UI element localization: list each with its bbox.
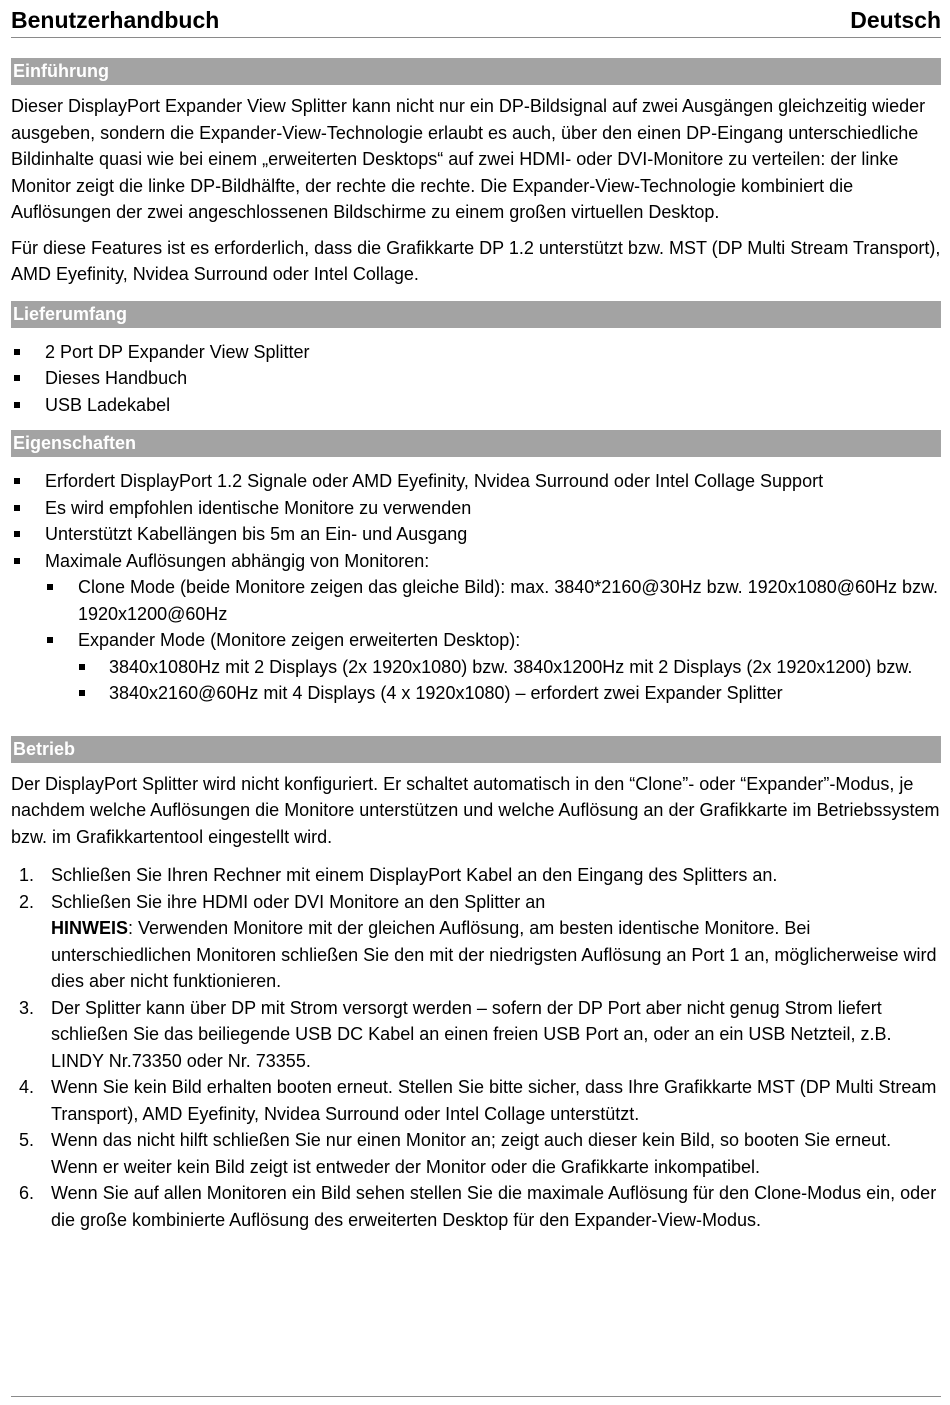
step-number: 4. [19, 1077, 35, 1097]
step-item [11, 862, 941, 889]
list-item: Es wird empfohlen identische Monitore zu verwenden [11, 495, 941, 522]
list-item: Maximale Auflösungen abhängig von Monitoren: [11, 548, 941, 575]
step-text: Wenn das nicht hilft schließen Sie nur einen Monitor an; zeigt auch dieser kein Bild, so booten Sie erneut. Wenn er weiter kein Bild zeigt ist entweder der Monitor oder die Grafikkarte inkompatibel. [51, 1130, 892, 1177]
list-item: Dieses Handbuch [11, 365, 941, 392]
step-text: Schließen Sie ihre HDMI oder DVI Monitore an den Splitter an [51, 891, 546, 912]
clone-mode-item: Clone Mode (beide Monitore zeigen das gleiche Bild): max. 3840*2160@30Hz bzw. 1920x1080@60Hz bzw. 1920x1200@60Hz [11, 574, 941, 627]
section-heading-operation: Betrieb [11, 736, 941, 763]
step-item [11, 889, 941, 995]
expander-mode-item: Expander Mode (Monitore zeigen erweiterten Desktop): [11, 627, 941, 654]
list-item: 3840x1080Hz mit 2 Displays (2x 1920x1080) bzw. 3840x1200Hz mit 2 Displays (2x 1920x1200) bzw. [11, 654, 941, 681]
features-list [11, 468, 941, 707]
operation-steps [11, 862, 941, 1233]
step-number: 2. [19, 891, 35, 912]
footer-divider [11, 1396, 941, 1397]
step-text: Der Splitter kann über DP mit Strom versorgt werden – sofern der DP Port aber nicht genug Strom liefert schließen Sie das beiliegende USB DC Kabel an einen freien USB Port an, oder an ein USB Netzteil, z.B. LINDY Nr.73350 oder Nr. 73355. [51, 997, 892, 1071]
section-heading-intro: Einführung [11, 58, 941, 85]
step-number: 1. [19, 865, 35, 885]
list-item: 2 Port DP Expander View Splitter [11, 339, 941, 366]
step-item [11, 1127, 941, 1180]
scope-list [11, 339, 941, 419]
operation-paragraph: Der DisplayPort Splitter wird nicht konfiguriert. Er schaltet automatisch in den “Clone”- oder “Expander”-Modus, je nachdem welche Auflösungen die Monitore unterstützen und welche Auflösung an der Grafikkarte im Betriebssystem bzw. im Grafikkartentool eingestellt wird. [11, 773, 940, 847]
manual-page [11, 0, 941, 1233]
step-text: Wenn Sie kein Bild erhalten booten erneut. Stellen Sie bitte sicher, dass Ihre Grafikkarte MST (DP Multi Stream Transport), AMD Eyefinity, Nvidea Surround oder Intel Collage unterstützt. [51, 1077, 937, 1124]
step-item [11, 995, 941, 1075]
step-text: Schließen Sie Ihren Rechner mit einem DisplayPort Kabel an den Eingang des Splitters an. [51, 865, 778, 885]
intro-paragraph-1: Dieser DisplayPort Expander View Splitter kann nicht nur ein DP-Bildsignal auf zwei Ausgängen gleichzeitig wieder ausgeben, sondern die Expander-View-Technologie erlaubt es auch, über den einen DP-Eingang unterschiedliche Bildinhalte quasi wie bei einem „erweiterten Desktops“ auf zwei HDMI- oder DVI-Monitore zu verteilen: der linke Monitor zeigt die linke DP-Bildhälfte, der rechte die rechte. Die Expander-View-Technologie kombiniert die Auflösungen der zwei angeschlossenen Bildschirme zu einem großen virtuellen Desktop. [11, 96, 926, 222]
list-item: USB Ladekabel [11, 392, 941, 419]
step-item [11, 1180, 941, 1233]
list-item: Erfordert DisplayPort 1.2 Signale oder AMD Eyefinity, Nvidea Surround oder Intel Collage Support [11, 468, 941, 495]
step-number: 5. [19, 1130, 35, 1150]
step-number: 3. [19, 997, 35, 1018]
intro-paragraph-2: Für diese Features ist es erforderlich, dass die Grafikkarte DP 1.2 unterstützt bzw. MST (DP Multi Stream Transport), AMD Eyefinity, Nvidea Surround oder Intel Collage. [11, 237, 941, 284]
step-text: Wenn Sie auf allen Monitoren ein Bild sehen stellen Sie die maximale Auflösung für den Clone-Modus ein, oder die große kombinierte Auflösung des erweiterten Desktop für den Expander-View-Modus. [51, 1183, 937, 1230]
section-heading-features: Eigenschaften [11, 430, 941, 457]
note-text: : Verwenden Monitore mit der gleichen Auflösung, am besten identische Monitore. Bei unterschiedlichen Monitoren schließen Sie den mit der niedrigsten Auflösung an Port 1 an, möglicherweise wird dies aber nicht funktionieren. [51, 918, 937, 991]
language-label: Deutsch [850, 7, 941, 33]
page-header [11, 0, 941, 38]
section-heading-scope: Lieferumfang [11, 301, 941, 328]
step-item [11, 1074, 941, 1127]
manual-title: Benutzerhandbuch [11, 7, 220, 33]
step-number: 6. [19, 1183, 35, 1203]
list-item: 3840x2160@60Hz mit 4 Displays (4 x 1920x1080) – erfordert zwei Expander Splitter [11, 680, 941, 707]
list-item: Unterstützt Kabellängen bis 5m an Ein- und Ausgang [11, 521, 941, 548]
note-label: HINWEIS [51, 918, 129, 938]
